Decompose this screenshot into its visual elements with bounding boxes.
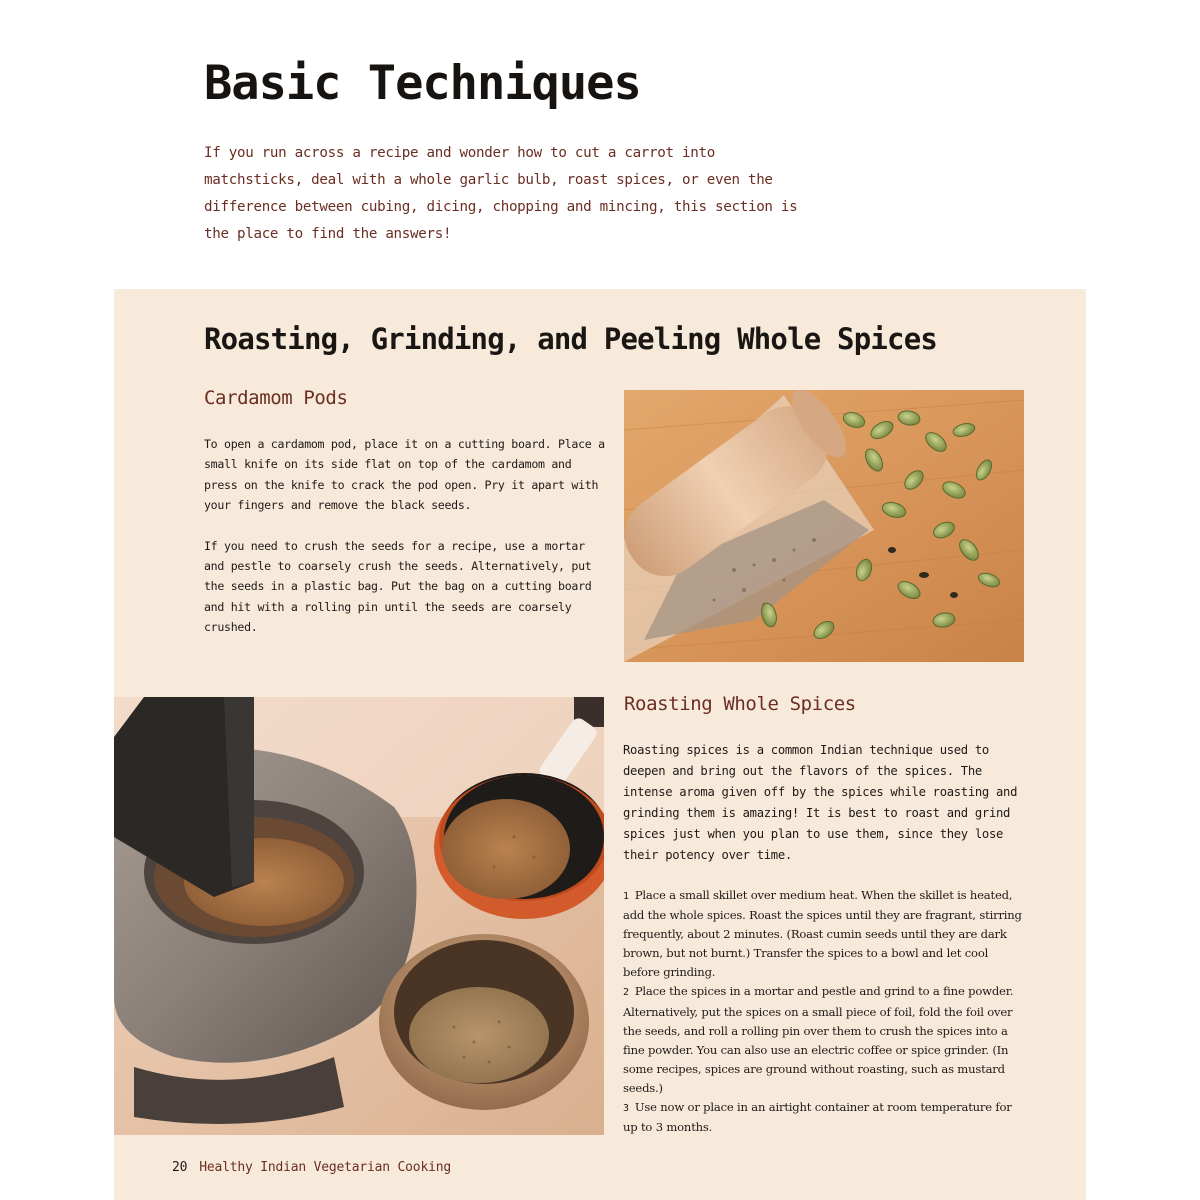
cardamom-paragraph: If you need to crush the seeds for a recipe, use a mortar and pestle to coarsely crush the seeds. Alternatively, put the seeds in a plastic bag. Put the bag on a cutting board and hit with a rolling pin until the seeds are coarsely crushed. — [204, 538, 592, 635]
roasting-intro: Roasting spices is a common Indian technique used to deepen and bring out the flavors of the spices. The intense aroma given off by the spices while roasting and grinding them is amazing! It is best to roast and grind spices just when you plan to use them, since they lose their potency over time. — [623, 743, 1018, 862]
section-title: Roasting, Grinding, and Peeling Whole Spices — [204, 322, 938, 356]
roasting-steps — [623, 886, 1025, 1137]
cardamom-paragraph: To open a cardamom pod, place it on a cutting board. Place a small knife on its side flat on top of the cardamom and press on the knife to crack the pod open. Pry it apart with your fingers and remove the black seeds. — [204, 437, 605, 513]
intro-paragraph: If you run across a recipe and wonder how to cut a carrot into matchsticks, deal with a whole garlic bulb, roast spices, or even the difference between cubing, dicing, chopping and mincing, this section is the place to find the answers! — [204, 145, 798, 242]
mortar-photo — [114, 697, 604, 1135]
step-number: 2 — [623, 987, 629, 999]
step-text: Place the spices in a mortar and pestle and grind to a fine powder. Alternatively, put the spices on a small piece of foil, fold the foil over the seeds, and roll a rolling pin over them to crush the spices into a fine powder. You can also use an electric coffee or spice grinder. (In some recipes, spices are ground without roasting, such as mustard seeds.) — [623, 984, 1014, 1095]
step-number: 3 — [623, 1103, 629, 1115]
step-item — [623, 886, 1025, 982]
page-footer — [172, 1160, 451, 1175]
step-number: 1 — [623, 891, 629, 902]
book-title: Healthy Indian Vegetarian Cooking — [199, 1160, 451, 1175]
roasting-heading: Roasting Whole Spices — [624, 693, 856, 715]
step-text: Place a small skillet over medium heat. When the skillet is heated, add the whole spices. Roast the spices until they are fragrant, stirring frequently, about 2 minutes. (Roast cumin seeds until they are dark brown, but not burnt.) Transfer the spices to a bowl and let cool before grinding. — [623, 888, 1022, 980]
page-number: 20 — [172, 1160, 188, 1175]
cardamom-text — [204, 434, 608, 638]
step-item — [623, 1098, 1025, 1137]
step-text: Use now or place in an airtight container at room temperature for up to 3 months. — [623, 1100, 1012, 1135]
step-item — [623, 982, 1025, 1098]
cardamom-heading: Cardamom Pods — [204, 387, 348, 409]
page-title: Basic Techniques — [204, 56, 641, 111]
cardamom-photo — [624, 390, 1024, 662]
